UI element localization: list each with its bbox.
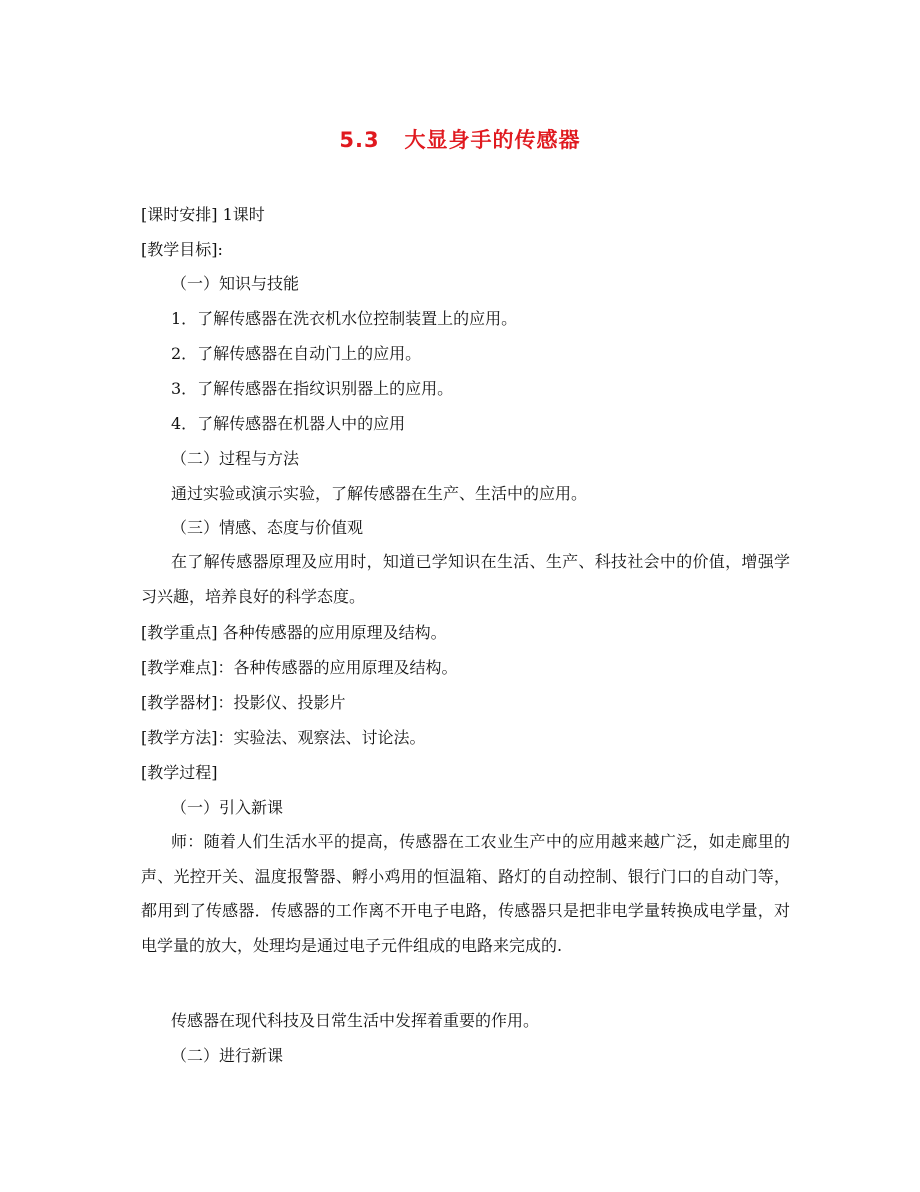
knowledge-item-3: 3．了解传感器在指纹识别器上的应用。 (171, 379, 454, 398)
objectives-heading: [教学目标]: (141, 240, 223, 259)
intro-paragraph: 师：随着人们生活水平的提高，传感器在工农业生产中的应用越来越广泛，如走廊里的声、光控开关、温度报警器、孵小鸡用的恒温箱、路灯的自动控制、银行门口的自动门等，都用到了传感器．传感器的工作离不开电子电路，传感器只是把非电学量转换成电学量，对电学量的放大，处理均是通过电子元件组成的电路来完成的. (141, 832, 790, 955)
equipment-line: [教学器材]：投影仪、投影片 (141, 693, 346, 712)
process-method-text: 通过实验或演示实验，了解传感器在生产、生活中的应用。 (171, 484, 588, 503)
process-method-heading: （二）过程与方法 (171, 449, 300, 468)
emotion-heading: （三）情感、态度与价值观 (171, 518, 364, 537)
emotion-paragraph: 在了解传感器原理及应用时，知道已学知识在生活、生产、科技社会中的价值，增强学习兴趣，培养良好的科学态度。 (141, 552, 790, 606)
knowledge-heading: （一）知识与技能 (171, 274, 300, 293)
methods-line: [教学方法]：实验法、观察法、讨论法。 (141, 728, 426, 747)
new-lesson-heading: （二）进行新课 (171, 1046, 284, 1065)
knowledge-item-1: 1．了解传感器在洗衣机水位控制装置上的应用。 (171, 309, 518, 328)
key-points-line: [教学重点] 各种传感器的应用原理及结构。 (141, 623, 447, 642)
page-title: 5.3 大显身手的传感器 (339, 128, 581, 152)
closing-line: 传感器在现代科技及日常生活中发挥着重要的作用。 (171, 1011, 540, 1030)
teaching-process-heading: [教学过程] (141, 763, 218, 782)
schedule-line: [课时安排] 1课时 (141, 205, 265, 224)
intro-heading: （一）引入新课 (171, 798, 284, 817)
knowledge-item-4: 4．了解传感器在机器人中的应用 (171, 414, 406, 433)
difficulties-line: [教学难点]：各种传感器的应用原理及结构。 (141, 658, 458, 677)
knowledge-item-2: 2．了解传感器在自动门上的应用。 (171, 344, 422, 363)
